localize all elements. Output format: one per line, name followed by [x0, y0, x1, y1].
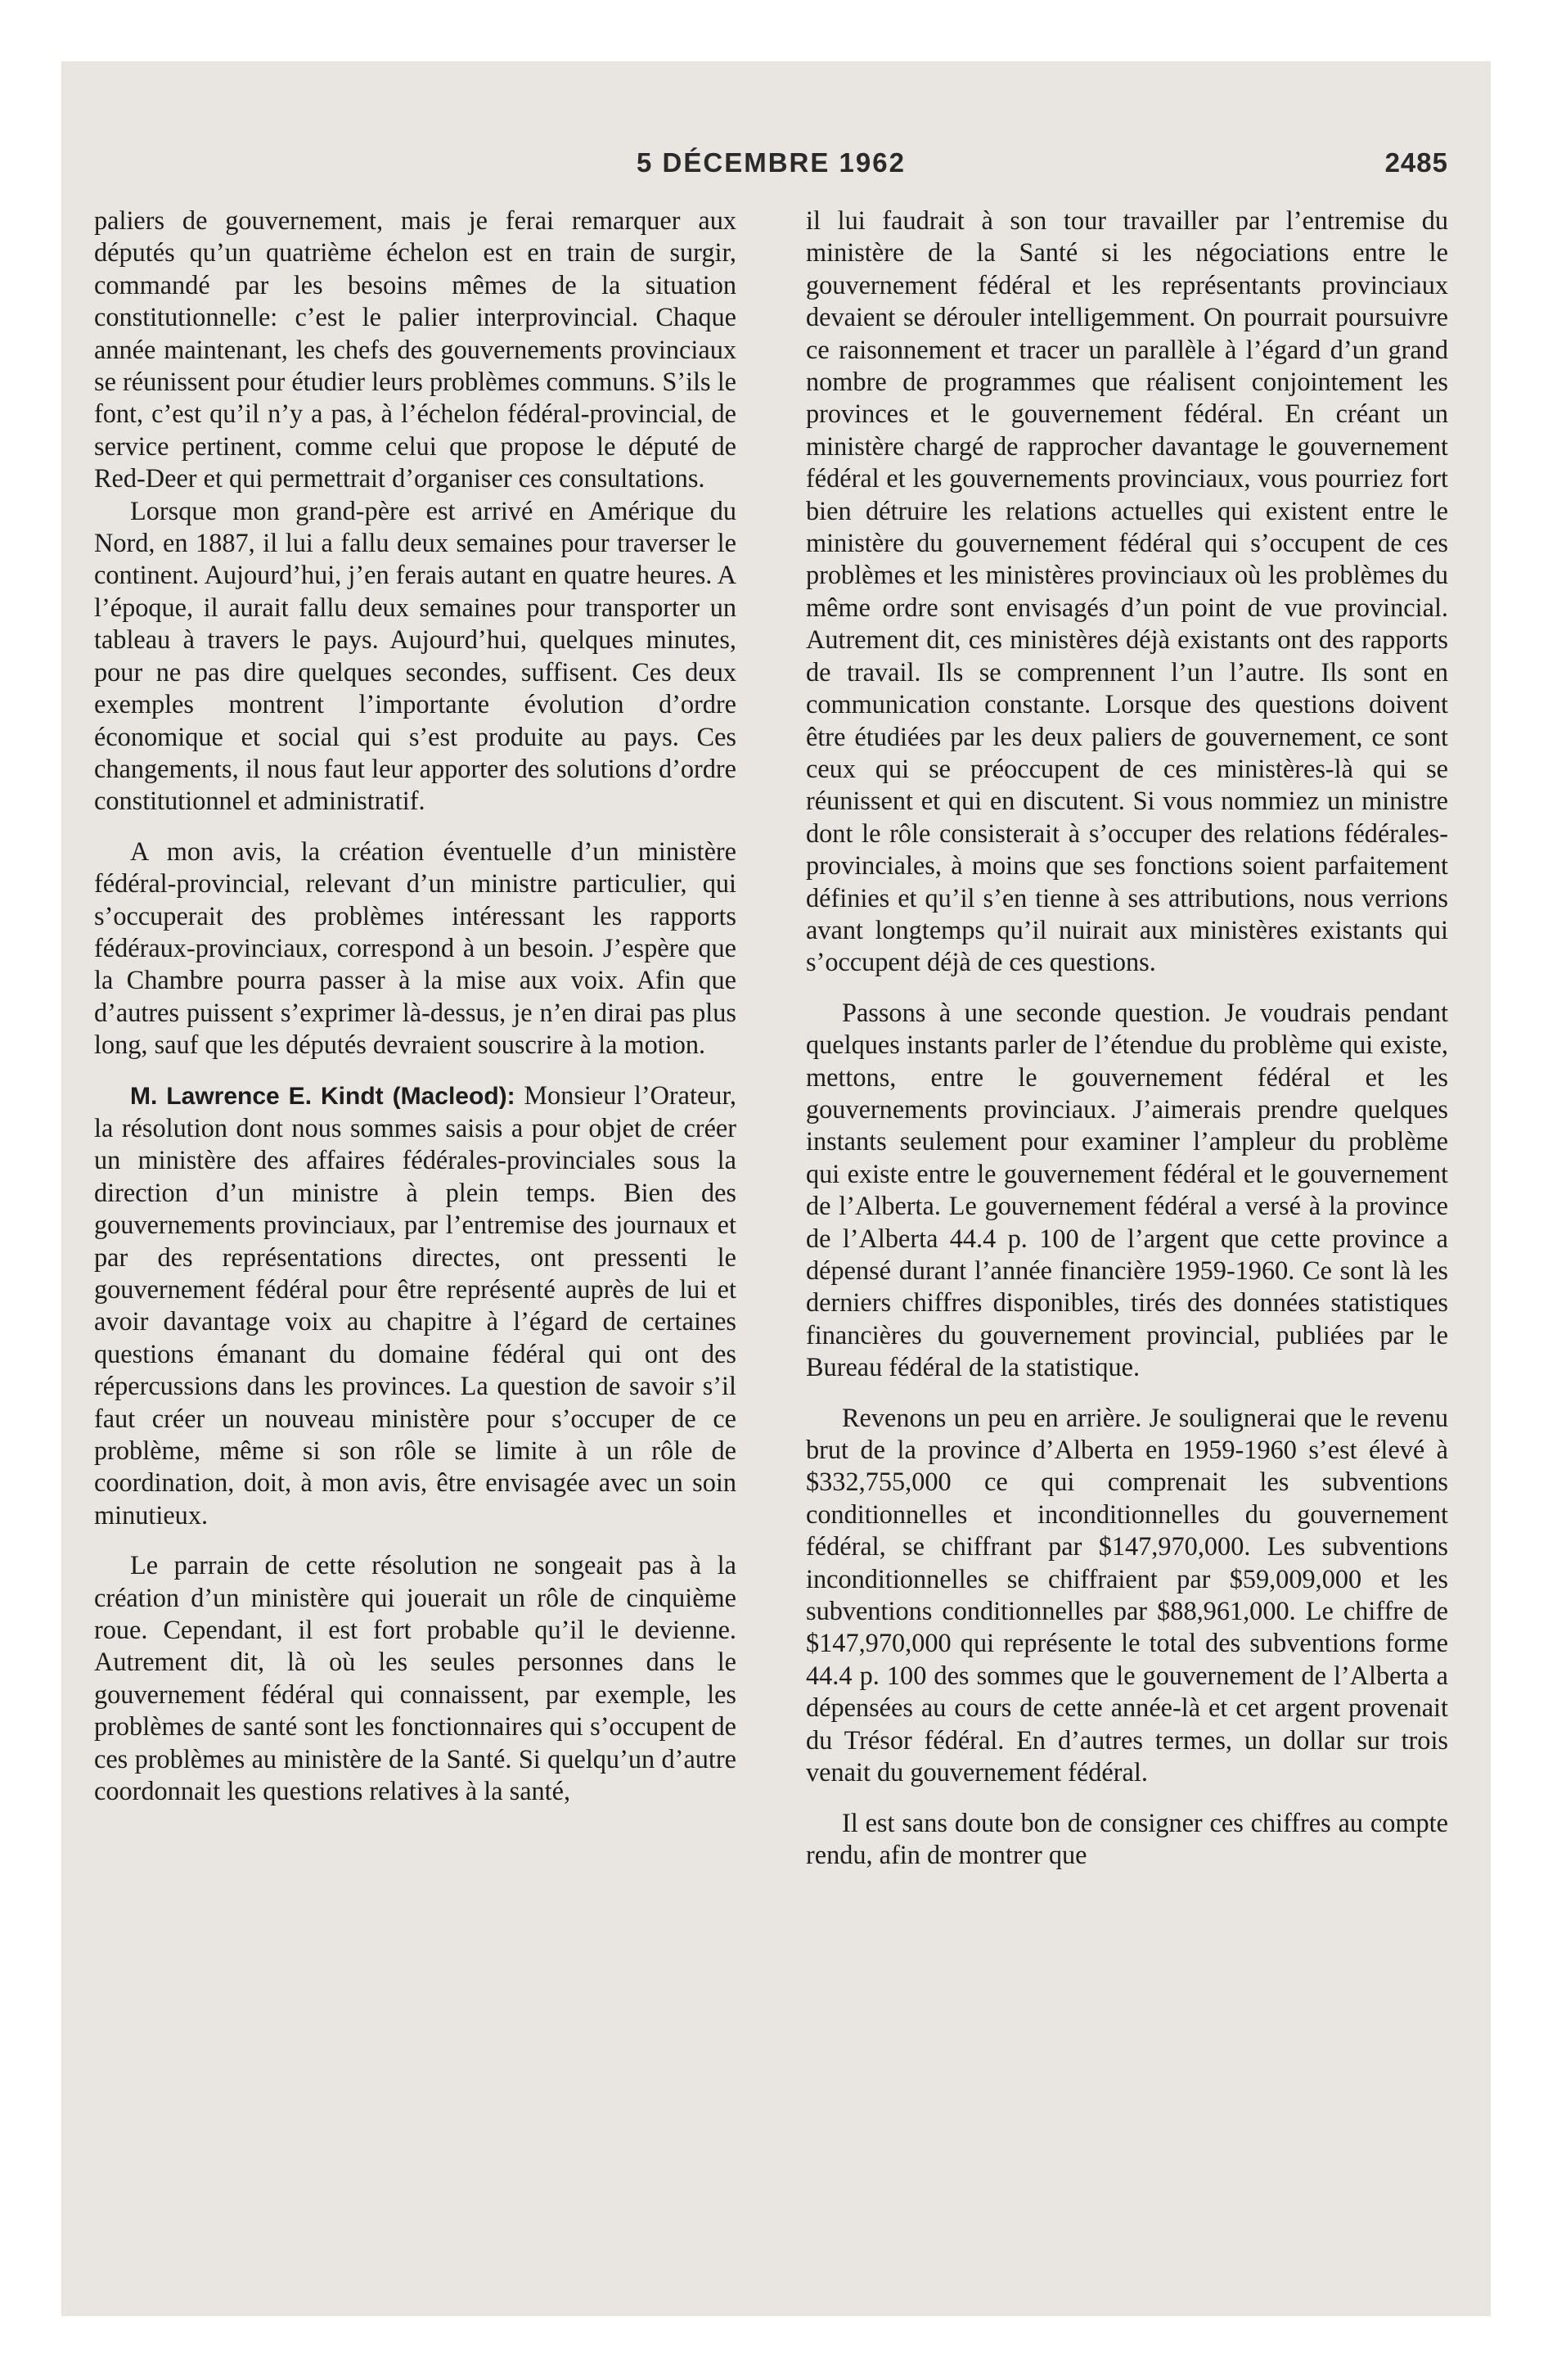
- page-header: [94, 147, 1448, 196]
- two-column-body: [94, 205, 1448, 1871]
- speaker-name: M. Lawrence E. Kindt (Macleod):: [130, 1082, 515, 1110]
- paragraph: Il est sans doute bon de consigner ces chiffres au compte rendu, afin de montrer que: [806, 1807, 1448, 1869]
- speech-text: Monsieur l’Orateur, la résolution dont nous sommes saisis a pour objet de créer un ministère des affaires fédérales-provinciales sous la direction d’un ministre à plein temps. Bien des gouvernements provinciaux, par l’entremise des journaux et par des représentations directes, ont pressenti le gouvernement fédéral pour être représenté auprès de lui et avoir davantage voix au chapitre à l’égard de certaines questions émanant du domaine fédéral qui ont des répercussions dans les provinces. La question de savoir s’il faut créer un nouveau ministère pour s’occuper de ce problème, même si son rôle se limite à un rôle de coordination, doit, à mon avis, être envisagée avec un soin minutieux.: [94, 1080, 736, 1530]
- paragraph: Lorsque mon grand-père est arrivé en Amérique du Nord, en 1887, il lui a fallu deux semaines pour traverser le continent. Aujourd’hui, j’en ferais autant en quatre heures. A l’époque, il aurait fallu deux semaines pour transporter un tableau à travers le pays. Aujourd’hui, quelques minutes, pour ne pas dire quelques secondes, suffisent. Ces deux exemples montrent l’importante évolution d’ordre économique et social qui s’est produite au pays. Ces changements, il nous faut leur apporter des solutions d’ordre constitutionnel et administratif.: [94, 495, 736, 816]
- page-number: 2485: [1384, 147, 1448, 178]
- right-column: [806, 205, 1448, 1871]
- paragraph: Revenons un peu en arrière. Je soulignerai que le revenu brut de la province d’Alberta en 1959-1960 s’est élevé à $332,755,000 ce qui comprenait les subventions conditionnelles et inconditionnelles du gouvernement fédéral, se chiffrant par $147,970,000. Les subventions inconditionnelles se chiffraient par $59,009,000 et les subventions conditionnelles par $88,961,000. Le chiffre de $147,970,000 qui représente le total des subventions forme 44.4 p. 100 des sommes que le gouvernement de l’Alberta a dépensées au cours de cette année-là et cet argent provenait du Trésor fédéral. En d’autres termes, un dollar sur trois venait du gouvernement fédéral.: [806, 1402, 1448, 1787]
- document-page: [94, 147, 1448, 1871]
- paragraph: paliers de gouvernement, mais je ferai remarquer aux députés qu’un quatrième échelon est en train de surgir, commandé par les besoins mêmes de la situation constitutionnelle: c’est le palier interprovincial. Chaque année maintenant, les chefs des gouvernements provinciaux se réunissent pour étudier leurs problèmes communs. S’ils le font, c’est qu’il n’y a pas, à l’échelon fédéral-provincial, de service pertinent, comme celui que propose le député de Red-Deer et qui permettrait d’organiser ces consultations.: [94, 205, 736, 494]
- header-date: 5 DÉCEMBRE 1962: [637, 147, 906, 178]
- speaker-paragraph: [94, 1080, 736, 1532]
- paragraph: Passons à une seconde question. Je voudrais pendant quelques instants parler de l’étendue du problème qui existe, mettons, entre le gouvernement fédéral et les gouvernements provinciaux. J’aimerais prendre quelques instants seulement pour examiner l’ampleur du problème qui existe entre le gouvernement fédéral et le gouvernement de l’Alberta. Le gouvernement fédéral a versé à la province de l’Alberta 44.4 p. 100 de l’argent que cette province a dépensé durant l’année financière 1959-1960. Ce sont là les derniers chiffres disponibles, tirés des données statistiques financières du gouvernement provincial, publiées par le Bureau fédéral de la statistique.: [806, 997, 1448, 1382]
- paragraph: il lui faudrait à son tour travailler par l’entremise du ministère de la Santé si les négociations entre le gouvernement fédéral et les représentants provinciaux devaient se dérouler intelligemment. On pourrait poursuivre ce raisonnement et tracer un parallèle à l’égard d’un grand nombre de programmes que réalisent conjointement les provinces et le gouvernement fédéral. En créant un ministère chargé de rapprocher davantage le gouvernement fédéral et les gouvernements provinciaux, vous pourriez fort bien détruire les relations actuelles qui existent entre le ministère du gouvernement fédéral qui s’occupent de ces problèmes et les ministères provinciaux où les problèmes du même ordre sont envisagés d’un point de vue provincial. Autrement dit, ces ministères déjà existants ont des rapports de travail. Ils se comprennent l’un l’autre. Ils sont en communication constante. Lorsque des questions doivent être étudiées par les deux paliers de gouvernement, ce sont ceux qui se préoccupent de ces ministères-là qui se réunissent et qui en discutent. Si vous nommiez un ministre dont le rôle consisterait à s’occuper des relations fédérales-provinciales, à moins que ses fonctions soient parfaitement définies et qu’il s’en tienne à ses attributions, nous verrions avant longtemps qu’il nuirait aux ministères existants qui s’occupent déjà de ces questions.: [806, 205, 1448, 977]
- left-column: [94, 205, 736, 1871]
- paragraph: A mon avis, la création éventuelle d’un ministère fédéral-provincial, relevant d’un ministre particulier, qui s’occuperait des problèmes intéressant les rapports fédéraux-provinciaux, correspond à un besoin. J’espère que la Chambre pourra passer à la mise aux voix. Afin que d’autres puissent s’exprimer là-dessus, je n’en dirai pas plus long, sauf que les députés devraient souscrire à la motion.: [94, 836, 736, 1060]
- paragraph: Le parrain de cette résolution ne songeait pas à la création d’un ministère qui jouerait un rôle de cinquième roue. Cependant, il est fort probable qu’il le devienne. Autrement dit, là où les seules personnes dans le gouvernement fédéral qui connaissent, par exemple, les problèmes de santé sont les fonctionnaires qui s’occupent de ces problèmes au ministère de la Santé. Si quelqu’un d’autre coordonnait les questions relatives à la santé,: [94, 1550, 736, 1806]
